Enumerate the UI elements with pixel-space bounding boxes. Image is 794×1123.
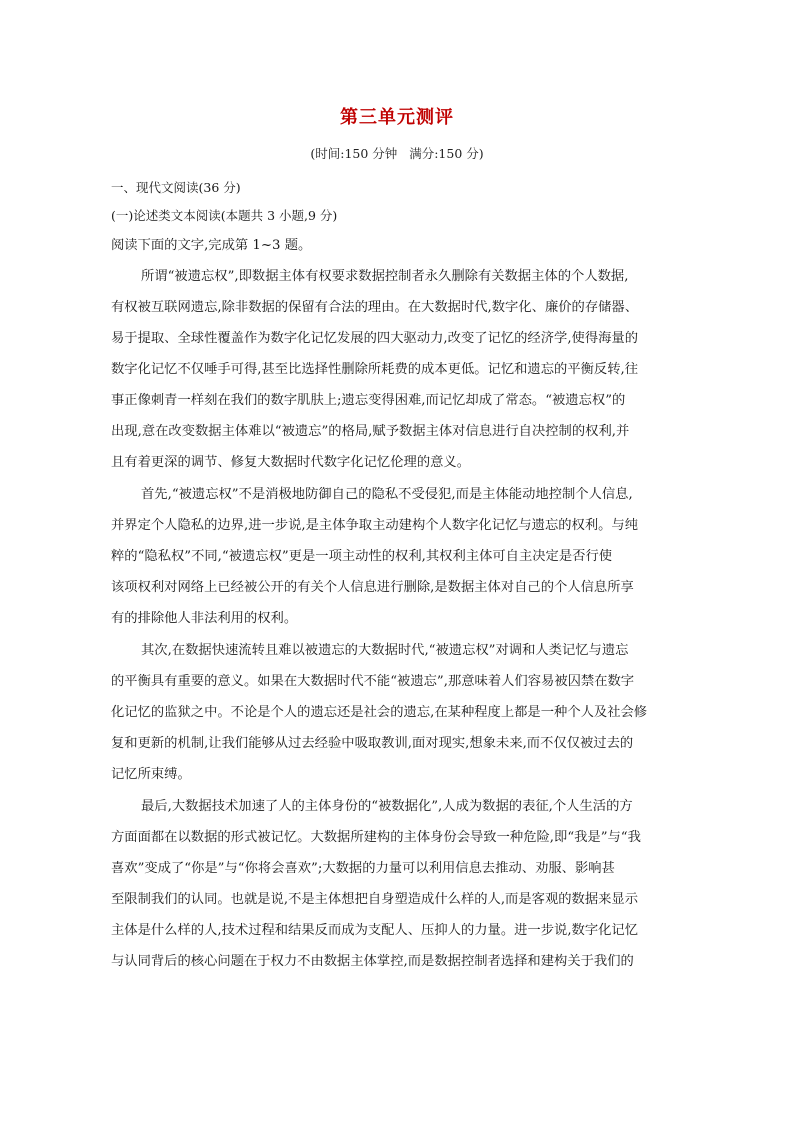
subsection-heading: (一)论述类文本阅读(本题共 3 小题,9 分) [111,208,338,223]
paragraph-line: 最后,大数据技术加速了人的主体身份的“被数据化”,人成为数据的表征,个人生活的方 [141,799,633,814]
paragraph-line: 数字化记忆不仅唾手可得,甚至比选择性删除所耗费的成本更低。记忆和遗忘的平衡反转,往 [111,362,639,377]
paragraph-line: 其次,在数据快速流转且难以被遗忘的大数据时代,“被遗忘权”对调和人类记忆与遗忘 [141,643,629,658]
paragraph-line: 且有着更深的调节、修复大数据时代数字化记忆伦理的意义。 [111,455,471,470]
paragraph-line: 有权被互联网遗忘,除非数据的保留有合法的理由。在大数据时代,数字化、廉价的存储器、 [111,300,639,315]
paragraph-line: 主体是什么样的人,技术过程和结果反而成为支配人、压抑人的力量。进一步说,数字化记忆 [111,923,639,938]
paragraph-line: 所谓“被遗忘权”,即数据主体有权要求数据控制者永久删除有关数据主体的个人数据, [141,269,629,284]
paragraph-line: 记忆所束缚。 [111,767,191,782]
paragraph-line: 喜欢”变成了“你是”与“你将会喜欢”;大数据的力量可以利用信息去推动、劝服、影响甚 [111,861,615,876]
paragraph-line: 的平衡具有重要的意义。如果在大数据时代不能“被遗忘”,那意味着人们容易被囚禁在数字 [111,674,635,689]
paragraph-line: 首先,“被遗忘权”不是消极地防御自己的隐私不受侵犯,而是主体能动地控制个人信息, [141,487,633,502]
paragraph-line: 化记忆的监狱之中。不论是个人的遗忘还是社会的遗忘,在某种程度上都是一种个人及社会修 [111,705,648,720]
paragraph-line: 与认同背后的核心问题在于权力不由数据主体掌控,而是数据控制者选择和建构关于我们的 [111,954,634,969]
paragraph-line: 方面面都在以数据的形式被记忆。大数据所建构的主体身份会导致一种危险,即“我是”与“我 [111,830,641,845]
exam-meta: (时间:150 分钟 满分:150 分) [310,146,484,161]
paragraph-line: 并界定个人隐私的边界,进一步说,是主体争取主动建构个人数字化记忆与遗忘的权利。与纯 [111,518,639,533]
paragraph-line: 易于提取、全球性覆盖作为数字化记忆发展的四大驱动力,改变了记忆的经济学,使得海量的 [111,331,639,346]
paragraph-line: 事正像刺青一样刻在我们的数字肌肤上;遗忘变得困难,而记忆却成了常态。“被遗忘权”的 [111,393,626,408]
paragraph-line: 该项权利对网络上已经被公开的有关个人信息进行删除,是数据主体对自己的个人信息所享 [111,580,634,595]
paragraph-line: 粹的“隐私权”不同,“被遗忘权”更是一项主动性的权利,其权利主体可自主决定是否行使 [111,549,613,564]
paragraph-line: 出现,意在改变数据主体难以“被遗忘”的格局,赋予数据主体对信息进行自决控制的权利,并 [111,424,630,439]
paragraph-line: 至限制我们的认同。也就是说,不是主体想把自身塑造成什么样的人,而是客观的数据来显示 [111,892,639,907]
instruction-text: 阅读下面的文字,完成第 1~3 题。 [111,238,312,253]
section-heading: 一、现代文阅读(36 分) [111,180,241,195]
paragraph-line: 复和更新的机制,让我们能够从过去经验中吸取教训,面对现实,想象未来,而不仅仅被过去的 [111,736,634,751]
page-title: 第三单元测评 [340,107,454,128]
paragraph-line: 有的排除他人非法利用的权利。 [111,611,298,626]
